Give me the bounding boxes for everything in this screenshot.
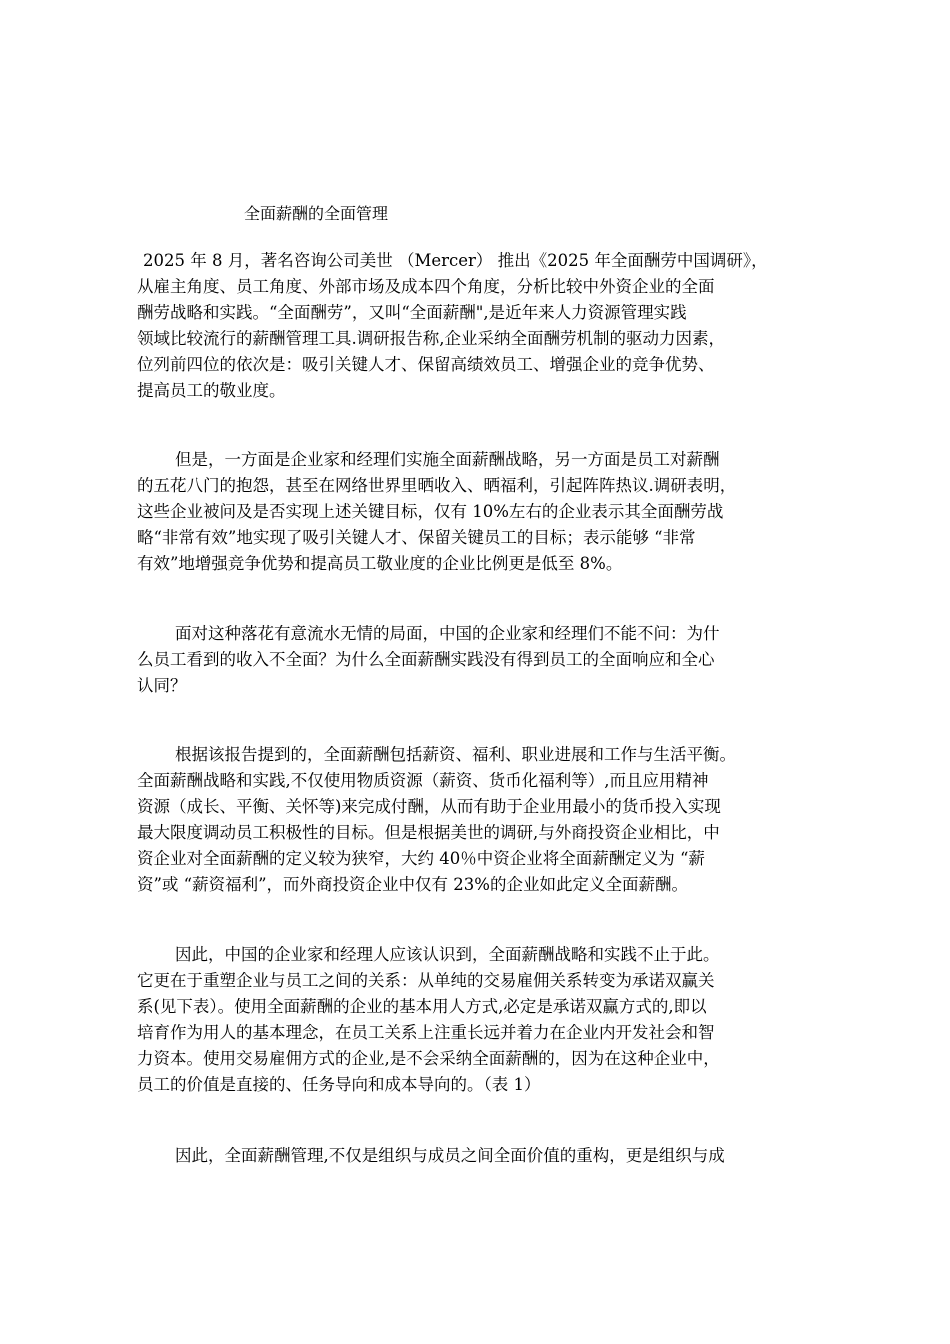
paragraph-line: 这些企业被问及是否实现上述关键目标，仅有 10%左右的企业表示其全面酬劳战 <box>137 502 724 521</box>
paragraph-line: 资”或 “薪资福利”，而外商投资企业中仅有 23%的企业如此定义全面薪酬。 <box>137 875 688 894</box>
paragraph-line: 略“非常有效”地实现了吸引关键人才、保留关键员工的目标；表示能够 “非常 <box>137 528 696 547</box>
paragraph-line: 但是，一方面是企业家和经理们实施全面薪酬战略，另一方面是员工对薪酬 <box>175 450 720 469</box>
paragraph-line: 员工的价值是直接的、任务导向和成本导向的。（表 1） <box>137 1075 541 1094</box>
paragraph-line: 2025 年 8 月，著名咨询公司美世 （Mercer） 推出《2025 年全面酬劳中国调研》， <box>143 251 768 270</box>
paragraph-line: 它更在于重塑企业与员工之间的关系：从单纯的交易雇佣关系转变为承诺双赢关 <box>137 971 715 990</box>
document-title: 全面薪酬的全面管理 <box>244 204 389 223</box>
paragraph-6 <box>137 1143 827 1169</box>
paragraph-3 <box>137 621 827 699</box>
paragraph-line: 资源（成长、平衡、关怀等)来完成付酬，从而有助于企业用最小的货币投入实现 <box>137 797 721 816</box>
paragraph-4 <box>137 742 827 898</box>
paragraph-line: 有效”地增强竞争优势和提高员工敬业度的企业比例更是低至 8%。 <box>137 554 623 573</box>
paragraph-line: 最大限度调动员工积极性的目标。但是根据美世的调研,与外商投资企业相比，中 <box>137 823 720 842</box>
paragraph-line: 提高员工的敬业度。 <box>137 381 286 400</box>
paragraph-5 <box>137 942 827 1098</box>
paragraph-line: 位列前四位的依次是：吸引关键人才、保留高绩效员工、增强企业的竞争优势、 <box>137 355 715 374</box>
paragraph-line: 领域比较流行的薪酬管理工具.调研报告称,企业采纳全面酬劳机制的驱动力因素， <box>137 329 725 348</box>
paragraph-line: 从雇主角度、员工角度、外部市场及成本四个角度，分析比较中外资企业的全面 <box>137 277 715 296</box>
paragraph-line: 因此，全面薪酬管理,不仅是组织与成员之间全面价值的重构，更是组织与成 <box>175 1146 725 1165</box>
paragraph-line: 的五花八门的抱怨，甚至在网络世界里晒收入、晒福利，引起阵阵热议.调研表明， <box>137 476 737 495</box>
paragraph-line: 认同？ <box>137 676 187 695</box>
paragraph-line: 面对这种落花有意流水无情的局面，中国的企业家和经理们不能不问：为什 <box>175 624 720 643</box>
paragraph-line: 系(见下表）。使用全面薪酬的企业的基本用人方式,必定是承诺双赢方式的,即以 <box>137 997 707 1016</box>
paragraph-line: 酬劳战略和实践。“全面酬劳”，又叫“全面薪酬",是近年来人力资源管理实践 <box>137 303 687 322</box>
paragraph-line: 培育作为用人的基本理念，在员工关系上注重长远并着力在企业内开发社会和智 <box>137 1023 715 1042</box>
paragraph-line: 根据该报告提到的，全面薪酬包括薪资、福利、职业进展和工作与生活平衡。 <box>175 745 736 764</box>
paragraph-line: 全面薪酬战略和实践,不仅使用物质资源（薪资、货币化福利等）,而且应用精神 <box>137 771 709 790</box>
paragraph-line: 资企业对全面薪酬的定义较为狭窄，大约 40％中资企业将全面薪酬定义为 “薪 <box>137 849 705 868</box>
paragraph-line: 因此，中国的企业家和经理人应该认识到，全面薪酬战略和实践不止于此。 <box>175 945 720 964</box>
paragraph-line: 么员工看到的收入不全面？为什么全面薪酬实践没有得到员工的全面响应和全心 <box>137 650 715 669</box>
paragraph-line: 力资本。使用交易雇佣方式的企业,是不会采纳全面薪酬的，因为在这种企业中， <box>137 1049 720 1068</box>
paragraph-1 <box>137 248 827 404</box>
paragraph-2 <box>137 447 827 577</box>
